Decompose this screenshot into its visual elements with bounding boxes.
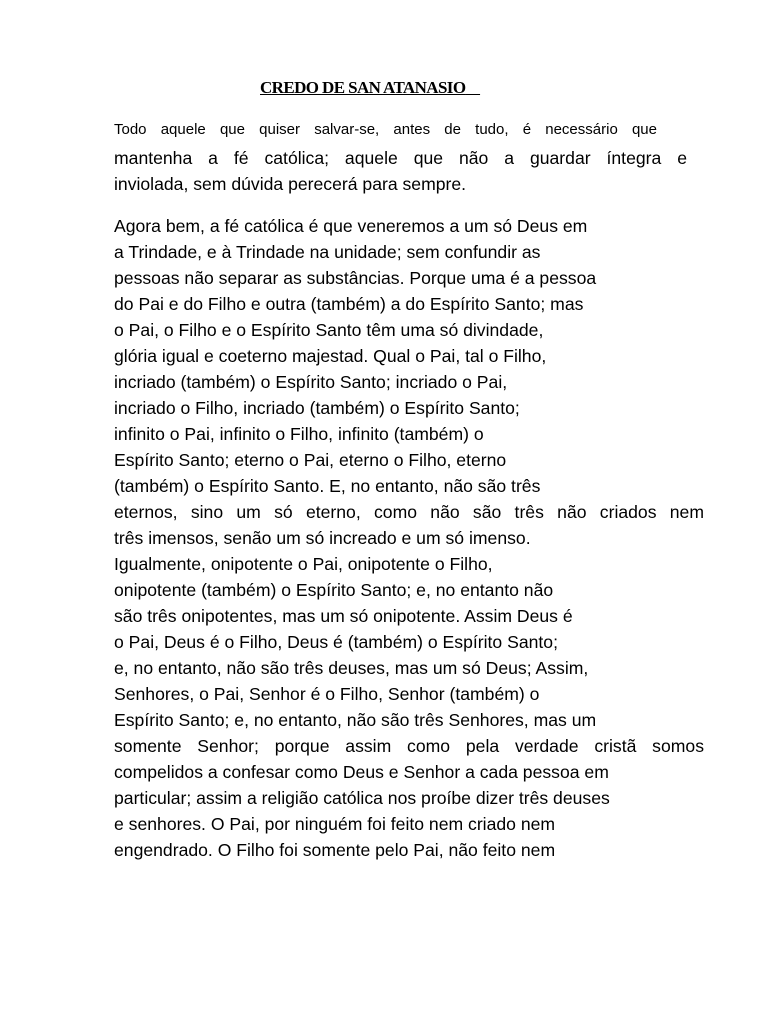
document-title (260, 78, 480, 98)
text-line: glória igual e coeterno majestad. Qual o Pai, tal o Filho, (114, 346, 547, 366)
text-line: pessoas não separar as substâncias. Porque uma é a pessoa (114, 268, 597, 288)
text-line: a Trindade, e à Trindade na unidade; sem confundir as (114, 242, 541, 262)
text-line: somente Senhor; porque assim como pela verdade cristã somos (114, 736, 704, 756)
text-line: o Pai, o Filho e o Espírito Santo têm uma só divindade, (114, 320, 544, 340)
text-line: Igualmente, onipotente o Pai, onipotente o Filho, (114, 554, 493, 574)
text-line: engendrado. O Filho foi somente pelo Pai, não feito nem (114, 840, 556, 860)
text-line: o Pai, Deus é o Filho, Deus é (também) o Espírito Santo; (114, 632, 558, 652)
text-line: Espírito Santo; e, no entanto, não são três Senhores, mas um (114, 710, 597, 730)
text-line: e senhores. O Pai, por ninguém foi feito nem criado nem (114, 814, 556, 834)
title-underline-tail (465, 78, 480, 97)
text-line: infinito o Pai, infinito o Filho, infinito (também) o (114, 424, 484, 444)
title-text: CREDO DE SAN ATANASIO (260, 78, 466, 97)
text-line: onipotente (também) o Espírito Santo; e, no entanto não (114, 580, 554, 600)
text-line: do Pai e do Filho e outra (também) a do Espírito Santo; mas (114, 294, 584, 314)
text-line: eternos, sino um só eterno, como não são três não criados nem (114, 502, 704, 522)
paragraph-1 (114, 145, 687, 197)
text-line: compelidos a confesar como Deus e Senhor a cada pessoa em (114, 762, 609, 782)
text-line: mantenha a fé católica; aquele que não a guardar íntegra e (114, 148, 687, 168)
text-line: Agora bem, a fé católica é que veneremos a um só Deus em (114, 216, 588, 236)
text-line: Senhores, o Pai, Senhor é o Filho, Senhor (também) o (114, 684, 540, 704)
text-line: Espírito Santo; eterno o Pai, eterno o Filho, eterno (114, 450, 507, 470)
text-line: particular; assim a religião católica nos proíbe dizer três deuses (114, 788, 610, 808)
text-line: (também) o Espírito Santo. E, no entanto, não são três (114, 476, 541, 496)
text-line: são três onipotentes, mas um só onipotente. Assim Deus é (114, 606, 573, 626)
text-line: incriado o Filho, incriado (também) o Espírito Santo; (114, 398, 520, 418)
text-line: incriado (também) o Espírito Santo; incriado o Pai, (114, 372, 508, 392)
text-line: três imensos, senão um só increado e um só imenso. (114, 528, 531, 548)
text-line: e, no entanto, não são três deuses, mas um só Deus; Assim, (114, 658, 589, 678)
text-line: inviolada, sem dúvida perecerá para sempre. (114, 174, 467, 194)
paragraph-2 (114, 213, 704, 863)
paragraph-1-first-line: Todo aquele que quiser salvar-se, antes de tudo, é necessário que (114, 121, 657, 138)
